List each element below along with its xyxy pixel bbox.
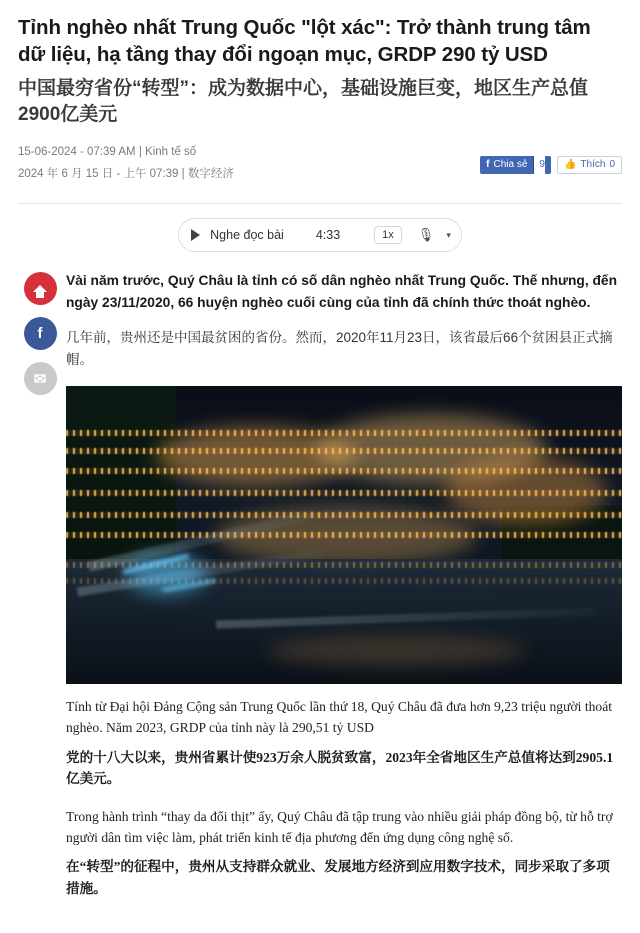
page-title: Tỉnh nghèo nhất Trung Quốc "lột xác": Trở thành trung tâm dữ liệu, hạ tầng thay đổi ngoạn mục, GRDP 290 tỷ USD bbox=[18, 16, 591, 67]
chevron-down-icon[interactable]: ▾ bbox=[446, 229, 451, 240]
lead-paragraph-vi: Vài năm trước, Quý Châu là tỉnh có số dân nghèo nhất Trung Quốc. Thế nhưng, đến ngày 23/11/2020, 66 huyện nghèo cuối cùng của tỉnh đã chính thức thoát nghèo. bbox=[66, 273, 618, 310]
photo-lightrow-3 bbox=[66, 468, 622, 474]
facebook-share-label: Chia sẻ bbox=[493, 158, 528, 170]
audio-player[interactable] bbox=[178, 218, 462, 252]
body-paragraph-vi: Trong hành trình “thay da đổi thịt” ấy, Quý Châu đã tập trung vào nhiều giải pháp đồng bộ, từ hỗ trợ người dân tìm việc làm, phát triển kinh tế địa phương đến ứng dụng công nghệ số. bbox=[66, 809, 613, 846]
article-meta bbox=[18, 142, 234, 186]
meta-date-vi: 15-06-2024 - 07:39 AM bbox=[18, 145, 136, 158]
share-row bbox=[480, 156, 622, 174]
photo-lightrow-1 bbox=[66, 430, 622, 436]
facebook-icon: f bbox=[486, 158, 490, 170]
lead-paragraph-cn: 几年前，贵州还是中国最贫困的省份。然而，2020年11月23日，该省最后66个贫困县正式摘帽。 bbox=[66, 330, 613, 367]
photo-lightrow-2 bbox=[66, 448, 622, 454]
facebook-share-count: 9 bbox=[533, 156, 545, 174]
playback-speed-button[interactable]: 1x bbox=[374, 226, 402, 244]
audio-duration: 4:33 bbox=[315, 228, 341, 243]
facebook-like-count: 0 bbox=[609, 158, 615, 170]
audio-player-wrap bbox=[0, 204, 640, 268]
meta-row bbox=[18, 142, 622, 186]
photo-caption-cn: 党的十八大以来，贵州省累计使923万余人脱贫致富，2023年全省地区生产总值将达到2905.1亿美元。 bbox=[66, 749, 614, 787]
article-content bbox=[0, 268, 640, 913]
facebook-like-button[interactable] bbox=[557, 156, 622, 174]
audio-play-label: Nghe đọc bài bbox=[210, 228, 284, 243]
home-glyph-icon bbox=[33, 285, 47, 292]
share-block bbox=[480, 156, 622, 174]
photo-lightrow-6 bbox=[66, 532, 622, 538]
meta-line-cn bbox=[18, 164, 234, 186]
meta-separator-cn: | bbox=[181, 167, 188, 180]
meta-line-vi bbox=[18, 142, 234, 164]
photo-lightrow-4 bbox=[66, 490, 622, 496]
page-subtitle: 中国最穷省份“转型”：成为数据中心，基础设施巨变，地区生产总值2900亿美元 bbox=[18, 78, 589, 125]
facebook-like-label: Thích bbox=[580, 158, 606, 170]
facebook-share-button[interactable] bbox=[480, 156, 551, 174]
microphone-icon[interactable]: 🎙 bbox=[417, 227, 435, 243]
meta-category-cn[interactable]: 数字经济 bbox=[187, 167, 234, 180]
home-icon[interactable] bbox=[24, 272, 57, 305]
photo-caption-vi: Tính từ Đại hội Đảng Cộng sản Trung Quốc lần thứ 18, Quý Châu đã đưa hơn 9,23 triệu người thoát nghèo. Năm 2023, GRDP của tỉnh này là 290,51 tỷ USD bbox=[66, 699, 613, 736]
meta-separator-vi: | bbox=[138, 145, 146, 158]
play-icon[interactable] bbox=[191, 229, 200, 241]
meta-date-cn: 2024 年 6 月 15 日 - 上午 07:39 bbox=[18, 167, 179, 180]
article-page bbox=[0, 0, 640, 204]
night-city-photo bbox=[66, 386, 622, 684]
article-figure bbox=[66, 386, 622, 684]
social-share-rail bbox=[14, 268, 66, 913]
photo-lightrow-5 bbox=[66, 512, 622, 518]
thumbs-up-icon: 👍 bbox=[563, 158, 577, 170]
meta-category-vi[interactable]: Kinh tế số bbox=[145, 145, 197, 158]
article-body bbox=[66, 268, 622, 913]
facebook-icon[interactable]: f bbox=[24, 317, 57, 350]
body-paragraph-cn: 在“转型”的征程中，贵州从支持群众就业、发展地方经济到应用数字技术，同步采取了多项措施。 bbox=[66, 859, 610, 896]
email-icon[interactable]: ✉ bbox=[24, 362, 57, 395]
